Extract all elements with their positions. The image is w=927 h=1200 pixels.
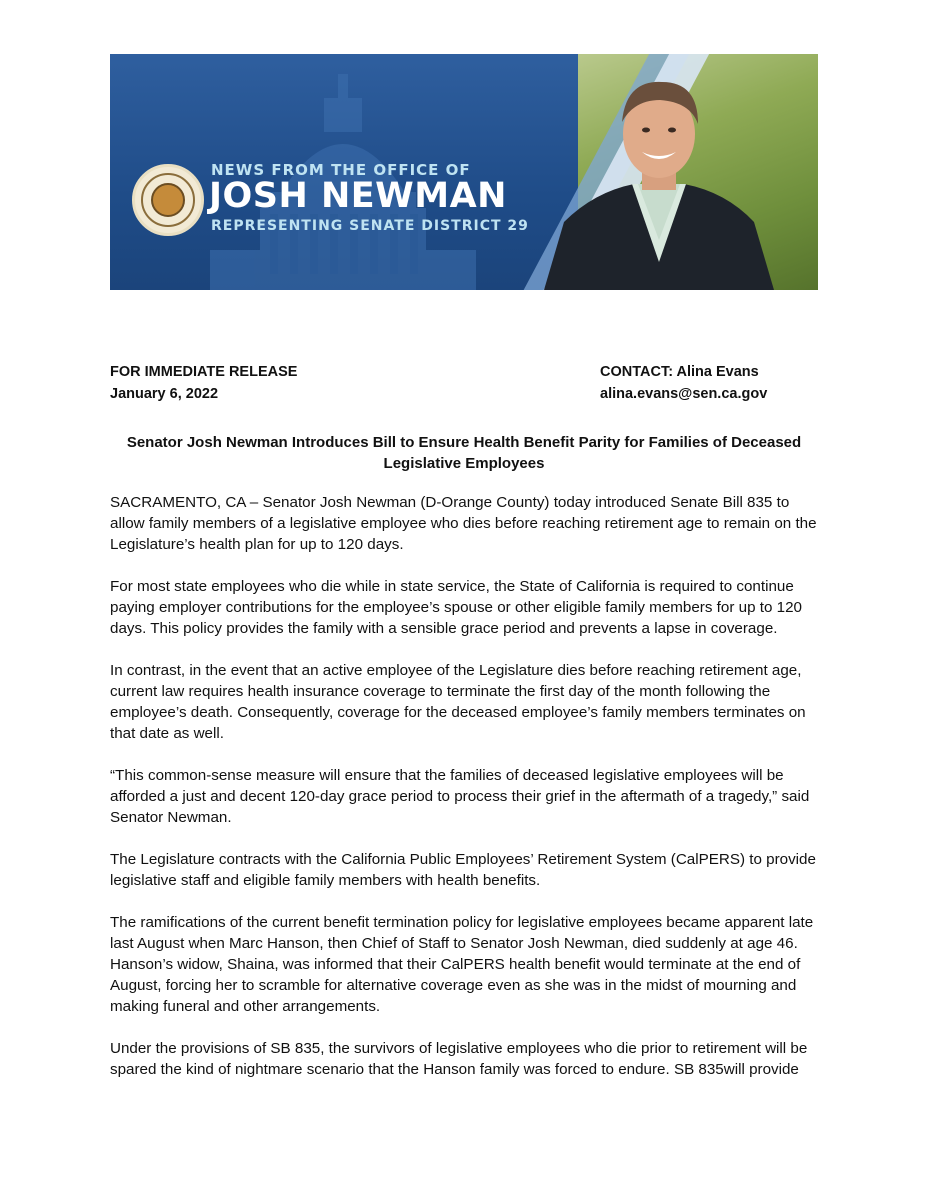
- senator-portrait-photo: [534, 72, 784, 290]
- release-label: FOR IMMEDIATE RELEASE: [110, 364, 298, 380]
- contact-label: CONTACT: Alina Evans: [600, 364, 759, 380]
- contact-block: [600, 361, 767, 405]
- body-paragraph: SACRAMENTO, CA – Senator Josh Newman (D-Orange County) today introduced Senate Bill 835 to allow family members of a legislative employee who dies before reaching retirement age to remain on the Legislature’s health plan for up to 120 days.: [110, 494, 817, 553]
- body-paragraph: For most state employees who die while in state service, the State of California is required to continue paying employer contributions for the employee’s spouse or other eligible family members for up to 120 days. This policy provides the family with a sensible grace period and prevents a lapse in coverage.: [110, 578, 802, 637]
- seal-core: [151, 183, 185, 217]
- body-paragraph: Under the provisions of SB 835, the survivors of legislative employees who die prior to retirement will be spared the kind of nightmare scenario that the Hanson family was forced to endure. SB 835will provide: [110, 1040, 808, 1078]
- body-paragraph: In contrast, in the event that an active employee of the Legislature dies before reaching retirement age, current law requires health insurance coverage to terminate the first day of the month following the employee’s death. Consequently, coverage for the deceased employee’s family members terminates on that date as well.: [110, 662, 806, 742]
- body-paragraph: “This common-sense measure will ensure that the families of deceased legislative employees will be afforded a just and decent 120-day grace period to process their grief in the aftermath of a tragedy,” said Senator Newman.: [110, 767, 810, 826]
- release-date: January 6, 2022: [110, 386, 219, 402]
- senate-seal-icon: [132, 164, 204, 236]
- body-paragraph: The Legislature contracts with the California Public Employees’ Retirement System (CalPERS) to provide legislative staff and eligible family members with health benefits.: [110, 851, 816, 889]
- press-banner: [110, 54, 818, 290]
- banner-district: REPRESENTING SENATE DISTRICT 29: [211, 218, 529, 234]
- press-body: [110, 492, 824, 1101]
- banner-kicker: NEWS FROM THE OFFICE OF: [211, 161, 471, 179]
- body-paragraph: The ramifications of the current benefit termination policy for legislative employees became apparent late last August when Marc Hanson, then Chief of Staff to Senator Josh Newman, died suddenly at age 46. Hanson’s widow, Shaina, was informed that their CalPERS health benefit would terminate at the end of August, forcing her to scramble for alternative coverage even as she was in the midst of mourning and making funeral and other arrangements.: [110, 914, 814, 1015]
- release-block: [110, 361, 297, 405]
- press-headline: Senator Josh Newman Introduces Bill to Ensure Health Benefit Parity for Families of Deceased Legislative Employees: [126, 434, 802, 472]
- contact-email[interactable]: alina.evans@sen.ca.gov: [600, 386, 768, 402]
- banner-senator-name: JOSH NEWMAN: [209, 176, 507, 216]
